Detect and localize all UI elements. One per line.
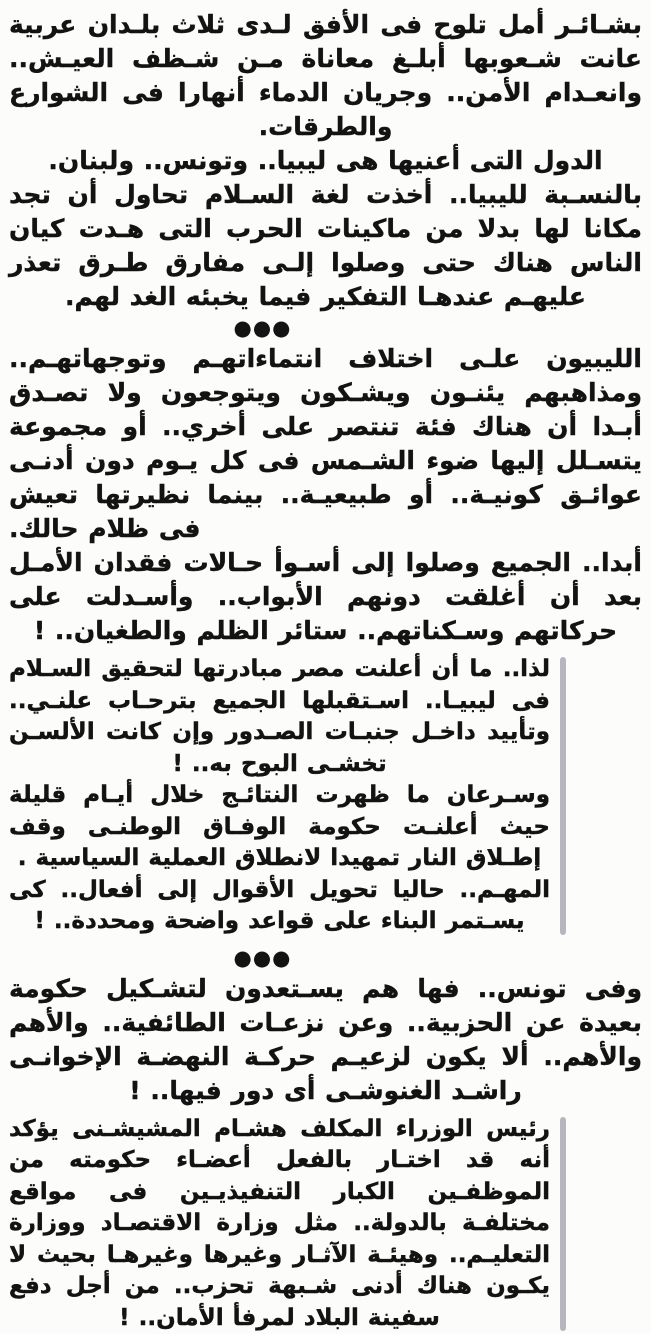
quote-paragraph-1: لذا.. ما أن أعلنت مصر مبادرتها لتحقيق السـلام فى ليبيـا.. اسـتقبلها الجميع بترحـاب علنـي.. وتأييد داخـل جنبـات الصـدور وإن كانت الألسـن تخشـى البوح به.. ! [9, 654, 550, 780]
paragraph-libya-1: الليبيون علـى اختلاف انتماءاتهـم وتوجهاتهـم.. ومذاهبهم يئنـون ويشـكون ويتوجعون ولا تصـدق أبـدا أن هناك فئة تنتصر على أخري.. أو مجموعة يتسـلل إليها ضوء الشـمس فى كل يـوم دون أدنـى عوائـق كونيـة.. أو طبيعيـة.. بينما نظيرتها تعيش فى ظلام حالك. [9, 342, 642, 546]
pull-quote-mechichi-cabinet [9, 1114, 566, 1334]
section-separator [0, 945, 579, 971]
dots-separator-icon: ●●● [234, 946, 292, 970]
paragraph-tunisia-1: وفى تونس.. فها هم يسـتعدون لتشـكيل حكومة بعيدة عن الحزبية.. وعن نزعـات الطائفية.. والأهم والأهم.. ألا يكون لزعيـم حركـة النهضـة الإخوانـى راشـد الغنوشـى أى دور فيها.. ! [9, 972, 642, 1108]
paragraph-opening-2: الدول التى أعنيها هى ليبيا.. وتونس.. ولبنان. [9, 144, 642, 178]
quote-paragraph-2: وسـرعان ما ظهرت النتائـج خلال أيـام قليلة حيث أعلنـت حكومة الوفـاق الوطنـى وقف إطـلاق النار تمهيدا لانطلاق العملية السياسية . [9, 780, 550, 875]
quote-accent-bar [560, 657, 566, 935]
pull-quote-egypt-initiative [9, 654, 566, 938]
paragraph-opening-3: بالنسـبة لليبيا.. أخذت لغة السـلام تحاول أن تجد مكانا لها بدلا من ماكينات الحرب التى هـدت كيان الناس هناك حتى وصلوا إلـى مفارق طـرق تعذر عليهـم عندهـا التفكير فيما يخبئه الغد لهم. [9, 178, 642, 314]
quote-paragraph-3: المهـم.. حاليا تحويل الأقوال إلى أفعال.. كى يسـتمر البناء على قواعد واضحة ومحددة.. ! [9, 875, 550, 938]
paragraph-libya-2: أبدا.. الجميع وصلوا إلى أسـوأ حـالات فقدان الأمـل بعد أن أغلقت دونهم الأبواب.. وأسـدلت على حركاتهم وسـكناتهم.. ستائر الظلم والطغيان.. ! [9, 546, 642, 648]
paragraph-opening-1: بشـائـر أمل تلوح فى الأفق لـدى ثلاث بلـدان عربية عانت شـعوبها أبلـغ معاناة مـن شـظف العيـش.. وانعـدام الأمن.. وجريان الدماء أنهارا فى الشوارع والطرقات. [9, 8, 642, 144]
dots-separator-icon: ●●● [234, 316, 292, 340]
quote-paragraph-1: رئيس الوزراء المكلف هشـام المشيشـنى يؤكد أنه قد اختـار بالفعل أعضـاء حكومته من الموظفـين الكبار التنفيذيـين فى مواقع مختلفـة بالدولة.. مثل وزارة الاقتصـاد ووزارة التعليـم.. وهيئـة الآثـار وغيرها وغيرهـا بحيث لا يكـون هناك أدنى شـبهة تحزب.. من أجل دفع سفينة البلاد لمرفأ الأمان.. ! [9, 1114, 550, 1334]
section-separator [0, 315, 579, 341]
quote-accent-bar [560, 1117, 566, 1332]
